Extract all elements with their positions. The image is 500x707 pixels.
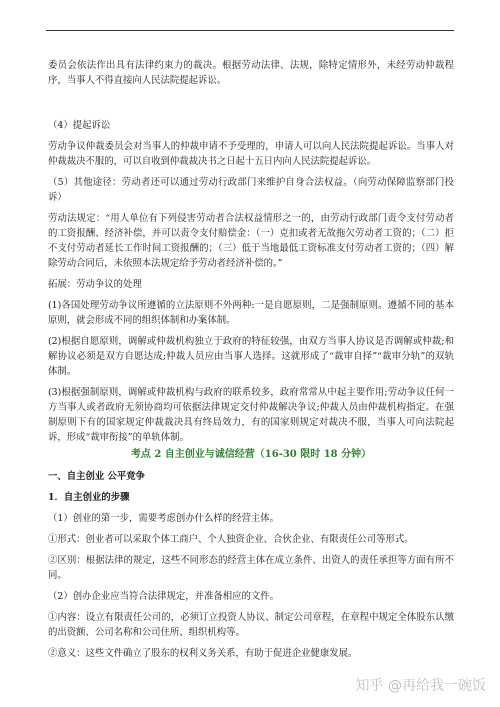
heading-file-lawsuit: （4）提起诉讼	[48, 120, 111, 131]
paragraph-lawsuit: 劳动争议仲裁委员会对当事人的仲裁申请不予受理的，申请人可以向人民法院提起诉讼。当事人对仲裁裁决不服的，可以自收到仲裁裁决书之日起十五日内向人民法院提起诉讼。	[48, 141, 454, 167]
step-item: ①内容：设立有限责任公司的，必须订立投资人协议、制定公司章程，在章程中规定全体股东认缴的出资额、公司名称和公司住所、组织机构等。	[48, 612, 454, 638]
step-item: （1）创业的第一步，需要考虑创办什么样的经营主体。	[48, 513, 279, 524]
header-rule	[46, 30, 454, 31]
heading-steps: 1．自主创业的步骤	[48, 492, 130, 503]
step-item: ②意义：这些文件确立了股东的权利义务关系，有助于促进企业健康发展。	[48, 648, 358, 659]
zhihu-watermark	[356, 675, 486, 695]
document-body	[48, 58, 454, 661]
paragraph-compulsory: (3)根据强制原则，调解或仲裁机构与政府的联系较多，政府常常从中起主要作用;劳动争议任何一方当事人或者政府无须协商均可依据法律规定交付仲裁解决争议;仲裁人员由仲裁机构指定。在强制原则下有的国家规定仲裁裁决具有终局效力，有的国家则规定对裁决不服，当事人可向法院起诉，形成“裁审衔接”的单轨体制。	[48, 387, 454, 443]
paragraph-arbitration-binding: 委员会依法作出具有法律约束力的裁决。根据劳动法律、法规，除特定情形外，未经劳动仲裁程序，当事人不得直接向人民法院提起诉讼。	[48, 60, 454, 86]
step-item: ①形式：创业者可以采取个体工商户、个人独资企业、合伙企业、有限责任公司等形式。	[48, 534, 414, 545]
section-title: 考点 2 自主创业与诚信经营（16-30 限时 18 分钟）	[130, 449, 372, 460]
paragraph-labor-law: 劳动法规定：“用人单位有下列侵害劳动者合法权益情形之一的，由劳动行政部门责令支付劳动者的工资报酬、经济补偿，并可以责令支付赔偿金：（一）克扣或者无故拖欠劳动者工资的；（二）拒不支付劳动者延长工作时间工资报酬的；（三）低于当地最低工资标准支付劳动者工资的；（四）解除劳动合同后，未依照本法规定给予劳动者经济补偿的。”	[48, 213, 454, 269]
paragraph-voluntary: (2)根据自愿原则，调解或仲裁机构独立于政府的特征较强，由双方当事人协议是否调解或仲裁;和解协议必须是双方自愿达成;仲裁人员应由当事人选择。这就形成了“裁审自择”“裁审分轨”的双轨体制。	[48, 336, 454, 377]
paragraph-principles: (1)各国处理劳动争议所遵循的立法原则不外两种:一是自愿原则，二是强制原则。遵循不同的基本原则，就会形成不同的组织体制和办案体制。	[48, 300, 454, 326]
heading-entrepreneurship: 一、自主创业 公平竞争	[48, 471, 146, 482]
watermark-text: 知乎 @再给我一碗饭	[355, 678, 486, 694]
step-item: ②区别：根据法律的规定，这些不同形态的经营主体在成立条件、出资人的责任承担等方面有所不同。	[48, 555, 454, 581]
heading-extension: 拓展：劳动争议的处理	[48, 279, 142, 290]
paragraph-other-ways: （5）其他途径：劳动者还可以通过劳动行政部门来维护自身合法权益。（向劳动保障监察部门投诉）	[48, 177, 454, 203]
step-item: （2）创办企业应当符合法律规定，并准备相应的文件。	[48, 591, 279, 602]
